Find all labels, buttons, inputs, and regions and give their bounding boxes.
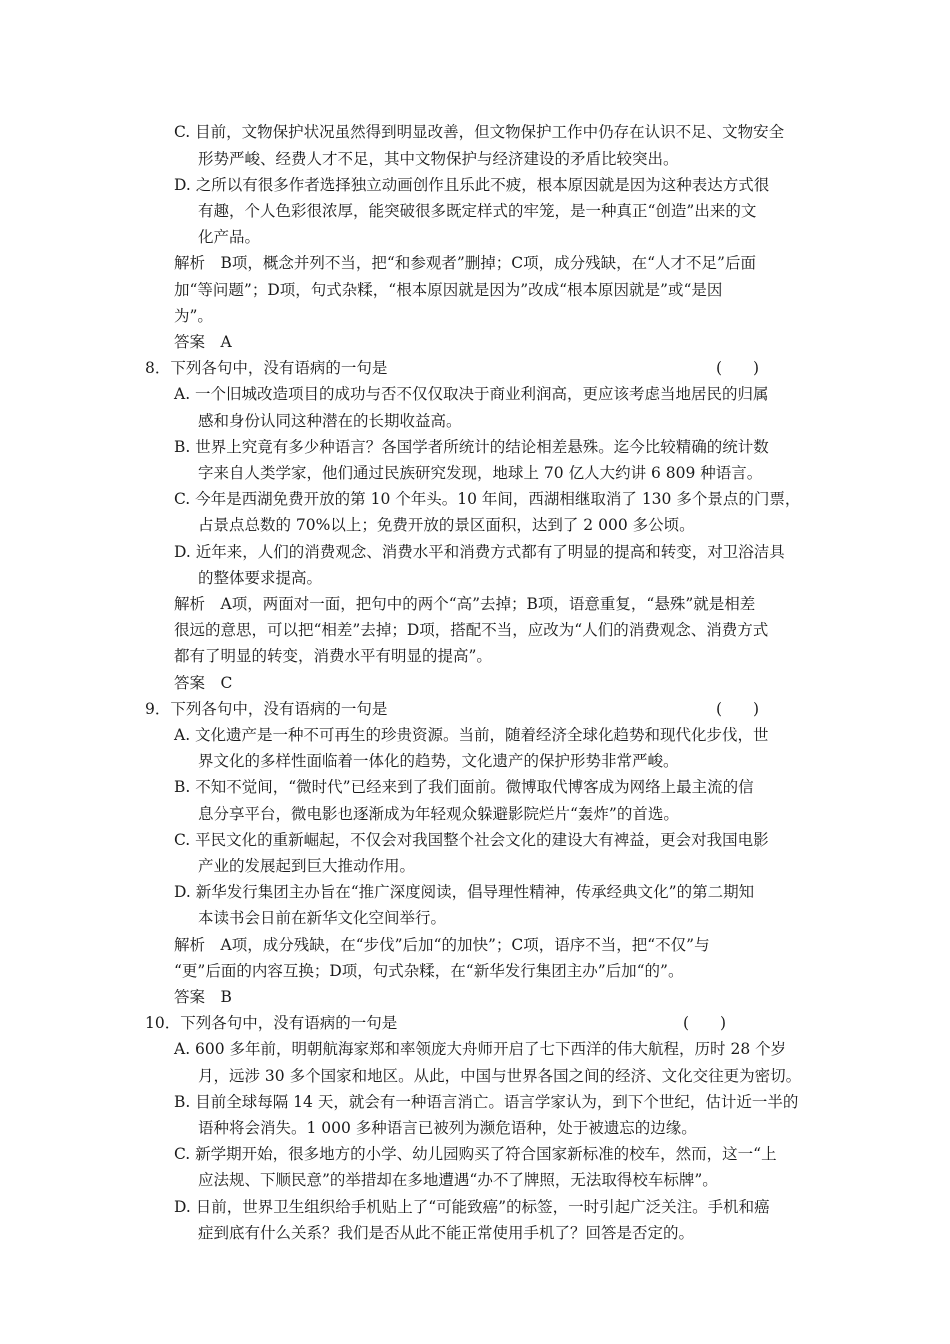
q8-option-d-line1: D. 近年来，人们的消费观念、消费水平和消费方式都有了明显的提高和转变，对卫浴洁具: [174, 543, 785, 561]
q9-answer: 答案 B: [174, 988, 232, 1006]
q7-analysis-line2: 加“等问题”；D项，句式杂糅，“根本原因就是因为”改成“根本原因就是”或“是因: [174, 281, 723, 299]
q10-option-c-line1: C. 新学期开始，很多地方的小学、幼儿园购买了符合国家新标准的校车，然而，这一“上: [174, 1145, 777, 1163]
q7-option-c-line1: C. 目前，文物保护状况虽然得到明显改善，但文物保护工作中仍存在认识不足、文物安全: [174, 123, 785, 141]
q9-option-d-line2: 本读书会日前在新华文化空间举行。: [198, 909, 447, 927]
q7-analysis-line1: 解析 B项，概念并列不当，把“和参观者”删掉；C项，成分残缺，在“人才不足”后面: [174, 254, 756, 272]
q8-option-a-line2: 感和身份认同这种潜在的长期收益高。: [198, 412, 462, 430]
q10-option-b-line2: 语种将会消失。1 000 多种语言已被列为濒危语种，处于被遗忘的边缘。: [198, 1119, 697, 1137]
q7-option-d-line1: D. 之所以有很多作者选择独立动画创作且乐此不疲，根本原因就是因为这种表达方式很: [174, 176, 770, 194]
q9-option-c-line2: 产业的发展起到巨大推动作用。: [198, 857, 416, 875]
q9-stem: 9．下列各句中，没有语病的一句是: [145, 700, 388, 718]
q10-option-d-line1: D. 日前，世界卫生组织给手机贴上了“可能致癌”的标签，一时引起广泛关注。手机和癌: [174, 1198, 770, 1216]
q10-option-a-line1: A. 600 多年前，明朝航海家郑和率领庞大舟师开启了七下西洋的伟大航程，历时 28 个岁: [174, 1040, 787, 1058]
q10-option-c-line2: 应法规、下顺民意”的举措却在多地遭遇“办不了牌照，无法取得校车标牌”。: [198, 1171, 718, 1189]
q10-option-d-line2: 症到底有什么关系？我们是否从此不能正常使用手机了？回答是否定的。: [198, 1224, 695, 1242]
q9-option-a-line1: A. 文化遗产是一种不可再生的珍贵资源。当前，随着经济全球化趋势和现代化步伐，世: [174, 726, 769, 744]
q8-stem: 8．下列各句中，没有语病的一句是: [145, 359, 388, 377]
q8-answer: 答案 C: [174, 674, 233, 692]
q9-answer-paren: ( ): [716, 700, 760, 718]
q7-option-d-line2: 有趣，个人色彩很浓厚，能突破很多既定样式的牢笼，是一种真正“创造”出来的文: [198, 202, 757, 220]
q8-analysis-line1: 解析 A项，两面对一面，把句中的两个“高”去掉；B项，语意重复，“悬殊”就是相差: [174, 595, 756, 613]
q7-analysis-line3: 为”。: [174, 307, 213, 325]
q7-answer: 答案 A: [174, 333, 232, 351]
q8-option-b-line2: 字来自人类学家，他们通过民族研究发现，地球上 70 亿人大约讲 6 809 种语言。: [198, 464, 763, 482]
q10-answer-paren: ( ): [683, 1014, 727, 1032]
q8-analysis-line3: 都有了明显的转变，消费水平有明显的提高”。: [174, 647, 492, 665]
q9-option-b-line2: 息分享平台，微电影也逐渐成为年轻观众躲避影院烂片“轰炸”的首选。: [198, 805, 679, 823]
q8-option-c-line1: C. 今年是西湖免费开放的第 10 个年头。10 年间，西湖相继取消了 130 多个景点的门票，: [174, 490, 801, 508]
q9-option-a-line2: 界文化的多样性面临着一体化的趋势，文化遗产的保护形势非常严峻。: [198, 752, 679, 770]
q8-answer-paren: ( ): [716, 359, 760, 377]
q9-analysis-line2: “更”后面的内容互换；D项，句式杂糅，在“新华发行集团主办”后加“的”。: [174, 962, 684, 980]
q10-option-a-line2: 月，远涉 30 多个国家和地区。从此，中国与世界各国之间的经济、文化交往更为密切。: [198, 1067, 802, 1085]
q10-option-b-line1: B. 目前全球每隔 14 天，就会有一种语言消亡。语言学家认为，到下个世纪，估计近一半的: [174, 1093, 799, 1111]
q7-option-c-line2: 形势严峻、经费人才不足，其中文物保护与经济建设的矛盾比较突出。: [198, 150, 679, 168]
q8-option-c-line2: 占景点总数的 70%以上；免费开放的景区面积，达到了 2 000 多公顷。: [198, 516, 695, 534]
q7-option-d-line3: 化产品。: [198, 228, 261, 246]
q9-option-c-line1: C. 平民文化的重新崛起，不仅会对我国整个社会文化的建设大有裨益，更会对我国电影: [174, 831, 769, 849]
q8-option-a-line1: A. 一个旧城改造项目的成功与否不仅仅取决于商业利润高，更应该考虑当地居民的归属: [174, 385, 769, 403]
q9-option-b-line1: B. 不知不觉间，“微时代”已经来到了我们面前。微博取代博客成为网络上最主流的信: [174, 778, 754, 796]
q8-option-d-line2: 的整体要求提高。: [198, 569, 323, 587]
q9-option-d-line1: D. 新华发行集团主办旨在“推广深度阅读，倡导理性精神，传承经典文化”的第二期知: [174, 883, 755, 901]
q8-option-b-line1: B. 世界上究竟有多少种语言？各国学者所统计的结论相差悬殊。迄今比较精确的统计数: [174, 438, 769, 456]
q8-analysis-line2: 很远的意思，可以把“相差”去掉；D项，搭配不当，应改为“人们的消费观念、消费方式: [174, 621, 769, 639]
q10-stem: 10．下列各句中，没有语病的一句是: [145, 1014, 398, 1032]
q9-analysis-line1: 解析 A项，成分残缺，在“步伐”后加“的加快”；C项，语序不当，把“不仅”与: [174, 936, 710, 954]
